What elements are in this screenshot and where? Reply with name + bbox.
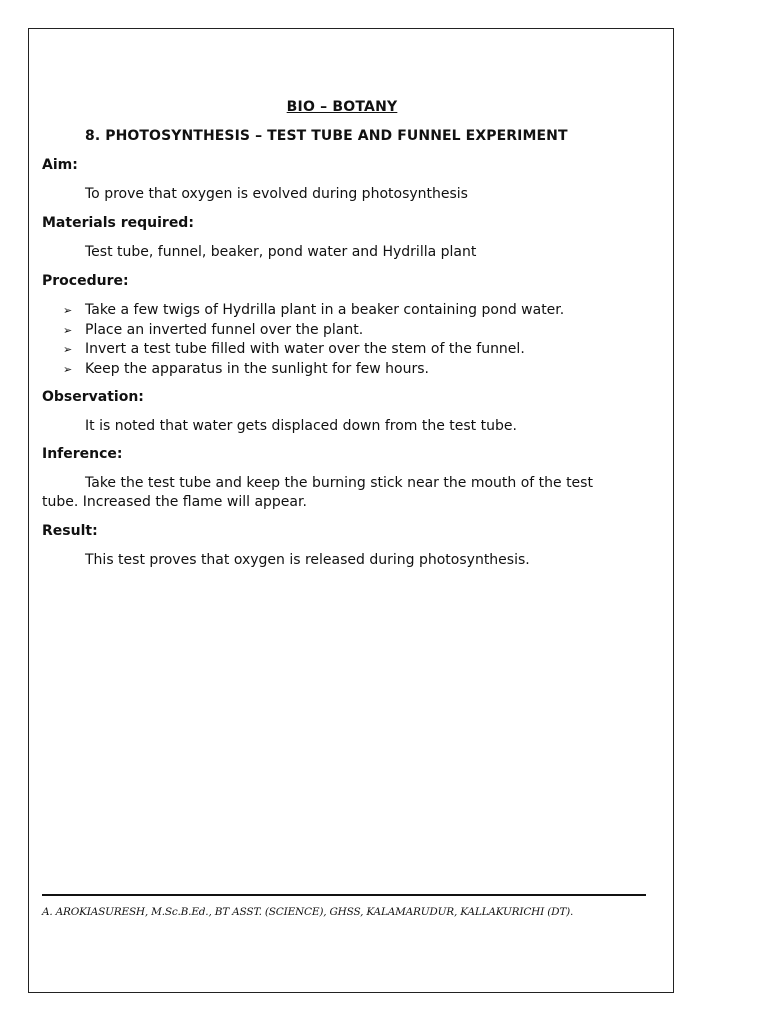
procedure-step <box>63 301 564 321</box>
arrow-bullet-icon: ➢ <box>63 304 73 317</box>
observation-heading: Observation: <box>42 389 144 405</box>
procedure-step <box>63 340 564 360</box>
procedure-step <box>63 321 564 341</box>
observation-text: It is noted that water gets displaced down from the test tube. <box>85 418 517 434</box>
experiment-title: 8. PHOTOSYNTHESIS – TEST TUBE AND FUNNEL EXPERIMENT <box>85 128 568 144</box>
procedure-step-text: Place an inverted funnel over the plant. <box>85 321 364 338</box>
arrow-bullet-icon: ➢ <box>63 343 73 356</box>
result-heading: Result: <box>42 523 98 539</box>
procedure-heading: Procedure: <box>42 273 129 289</box>
arrow-bullet-icon: ➢ <box>63 323 73 337</box>
result-text: This test proves that oxygen is released during photosynthesis. <box>85 552 530 568</box>
inference-heading: Inference: <box>42 446 123 462</box>
procedure-step-text: Take a few twigs of Hydrilla plant in a beaker containing pond water. <box>85 302 565 318</box>
procedure-list <box>63 301 564 379</box>
arrow-bullet-icon: ➢ <box>63 362 73 376</box>
aim-heading: Aim: <box>42 157 78 173</box>
subject-title: BIO – BOTANY <box>286 99 398 115</box>
procedure-step <box>63 360 564 380</box>
inference-text: Take the test tube and keep the burning stick near the mouth of the test tube. Increased the flame will appear. <box>42 475 593 510</box>
materials-heading: Materials required: <box>42 215 194 231</box>
procedure-step-text: Invert a test tube filled with water over the stem of the funnel. <box>85 341 525 357</box>
procedure-step-text: Keep the apparatus in the sunlight for few hours. <box>85 360 429 377</box>
aim-text: To prove that oxygen is evolved during photosynthesis <box>85 186 468 202</box>
materials-text: Test tube, funnel, beaker, pond water and Hydrilla plant <box>85 244 477 260</box>
footer-divider <box>42 894 646 896</box>
author-credit: A. AROKIASURESH, M.Sc.B.Ed., BT ASST. (SCIENCE), GHSS, KALAMARUDUR, KALLAKURICHI (DT). <box>42 906 574 918</box>
